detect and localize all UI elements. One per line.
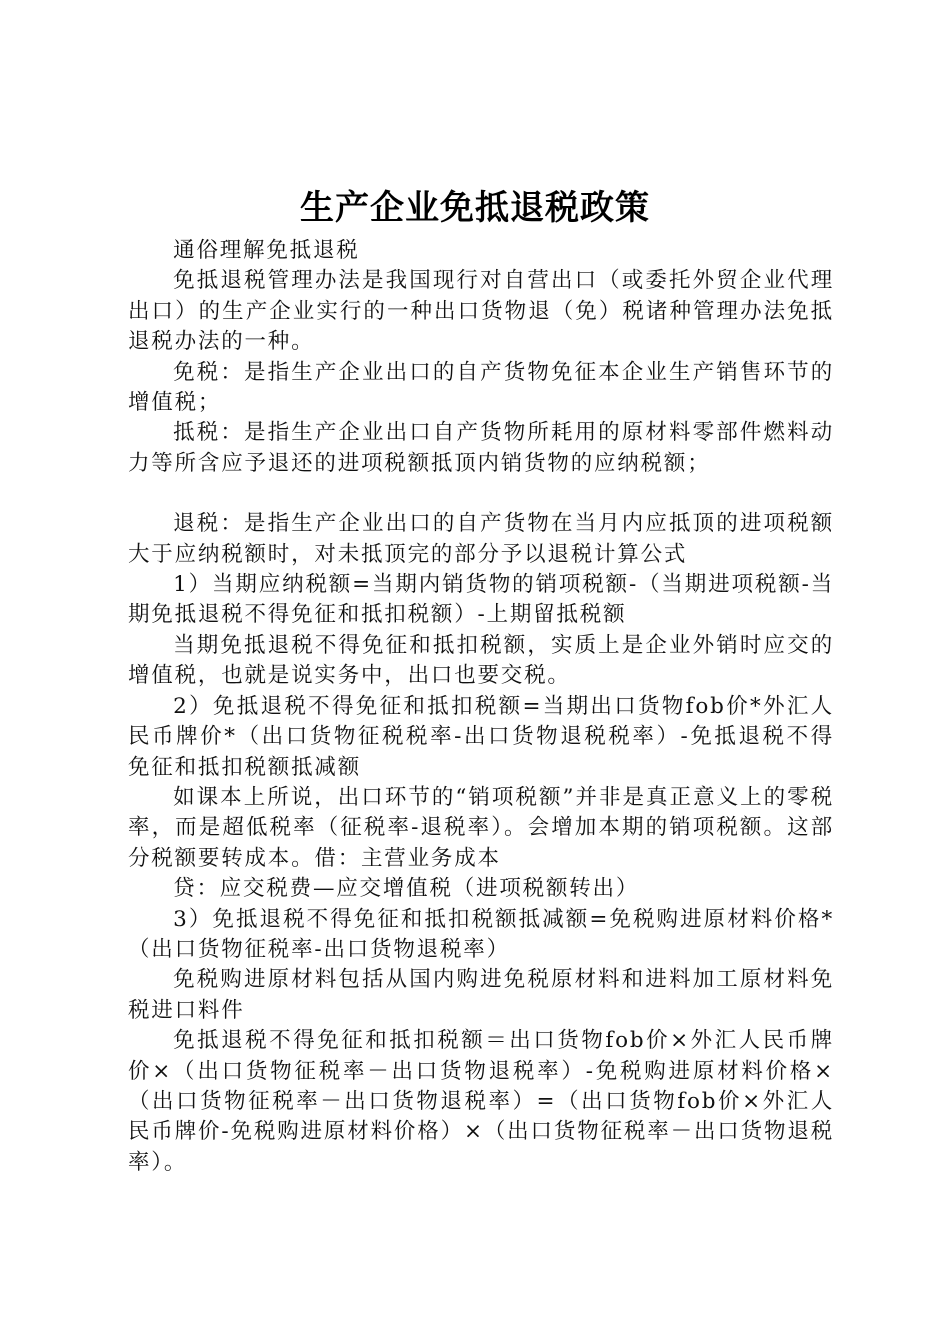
paragraph-formula-1-note: 当期免抵退税不得免征和抵扣税额，实质上是企业外销时应交的增值税，也就是说实务中，出口也要交税。 [128,632,834,689]
paragraph-intro-heading: 通俗理解免抵退税 [173,238,360,263]
paragraph-exemption: 免税：是指生产企业出口的自产货物免征本企业生产销售环节的增值税； [128,359,834,416]
paragraph-refund: 退税：是指生产企业出口的自产货物在当月内应抵顶的进项税额大于应纳税额时，对未抵顶完的部分予以退税计算公式 [128,511,834,567]
paragraph-textbook-note: 如课本上所说，出口环节的“销项税额”并非是真正意义上的零税率，而是超低税率（征税率-退税率）。会增加本期的销项税额。这部分税额要转成本。借：主营业务成本 [128,784,834,871]
document-body [128,236,834,1178]
paragraph-formula-2: 2）免抵退税不得免征和抵扣税额=当期出口货物fob价*外汇人民币牌价*（出口货物征税税率-出口货物退税税率）-免抵退税不得免征和抵扣税额抵减额 [128,693,834,780]
document-title: 生产企业免抵退税政策 [300,188,650,228]
paragraph-materials-note: 免税购进原材料包括从国内购进免税原材料和进料加工原材料免税进口料件 [128,967,834,1023]
paragraph-definition: 免抵退税管理办法是我国现行对自营出口（或委托外贸企业代理出口）的生产企业实行的一种出口货物退（免）税诸种管理办法免抵退税办法的一种。 [128,268,834,355]
paragraph-combined-formula: 免抵退税不得免征和抵扣税额＝出口货物fob价×外汇人民币牌价×（出口货物征税率－出口货物退税率）-免税购进原材料价格×（出口货物征税率－出口货物退税率）=（出口货物fob价×外汇人民币牌价-免税购进原材料价格）×（出口货物征税率－出口货物退税率）。 [128,1028,834,1175]
paragraph-formula-1: 1）当期应纳税额=当期内销货物的销项税额-（当期进项税额-当期免抵退税不得免征和抵扣税额）-上期留抵税额 [128,572,834,628]
paragraph-offset: 抵税：是指生产企业出口自产货物所耗用的原材料零部件燃料动力等所含应予退还的进项税额抵顶内销货物的应纳税额； [128,420,834,476]
paragraph-credit-entry: 贷：应交税费—应交增值税（进项税额转出） [173,876,640,902]
paragraph-formula-3: 3）免抵退税不得免征和抵扣税额抵减额=免税购进原材料价格*（出口货物征税率-出口货物退税率） [128,906,834,962]
